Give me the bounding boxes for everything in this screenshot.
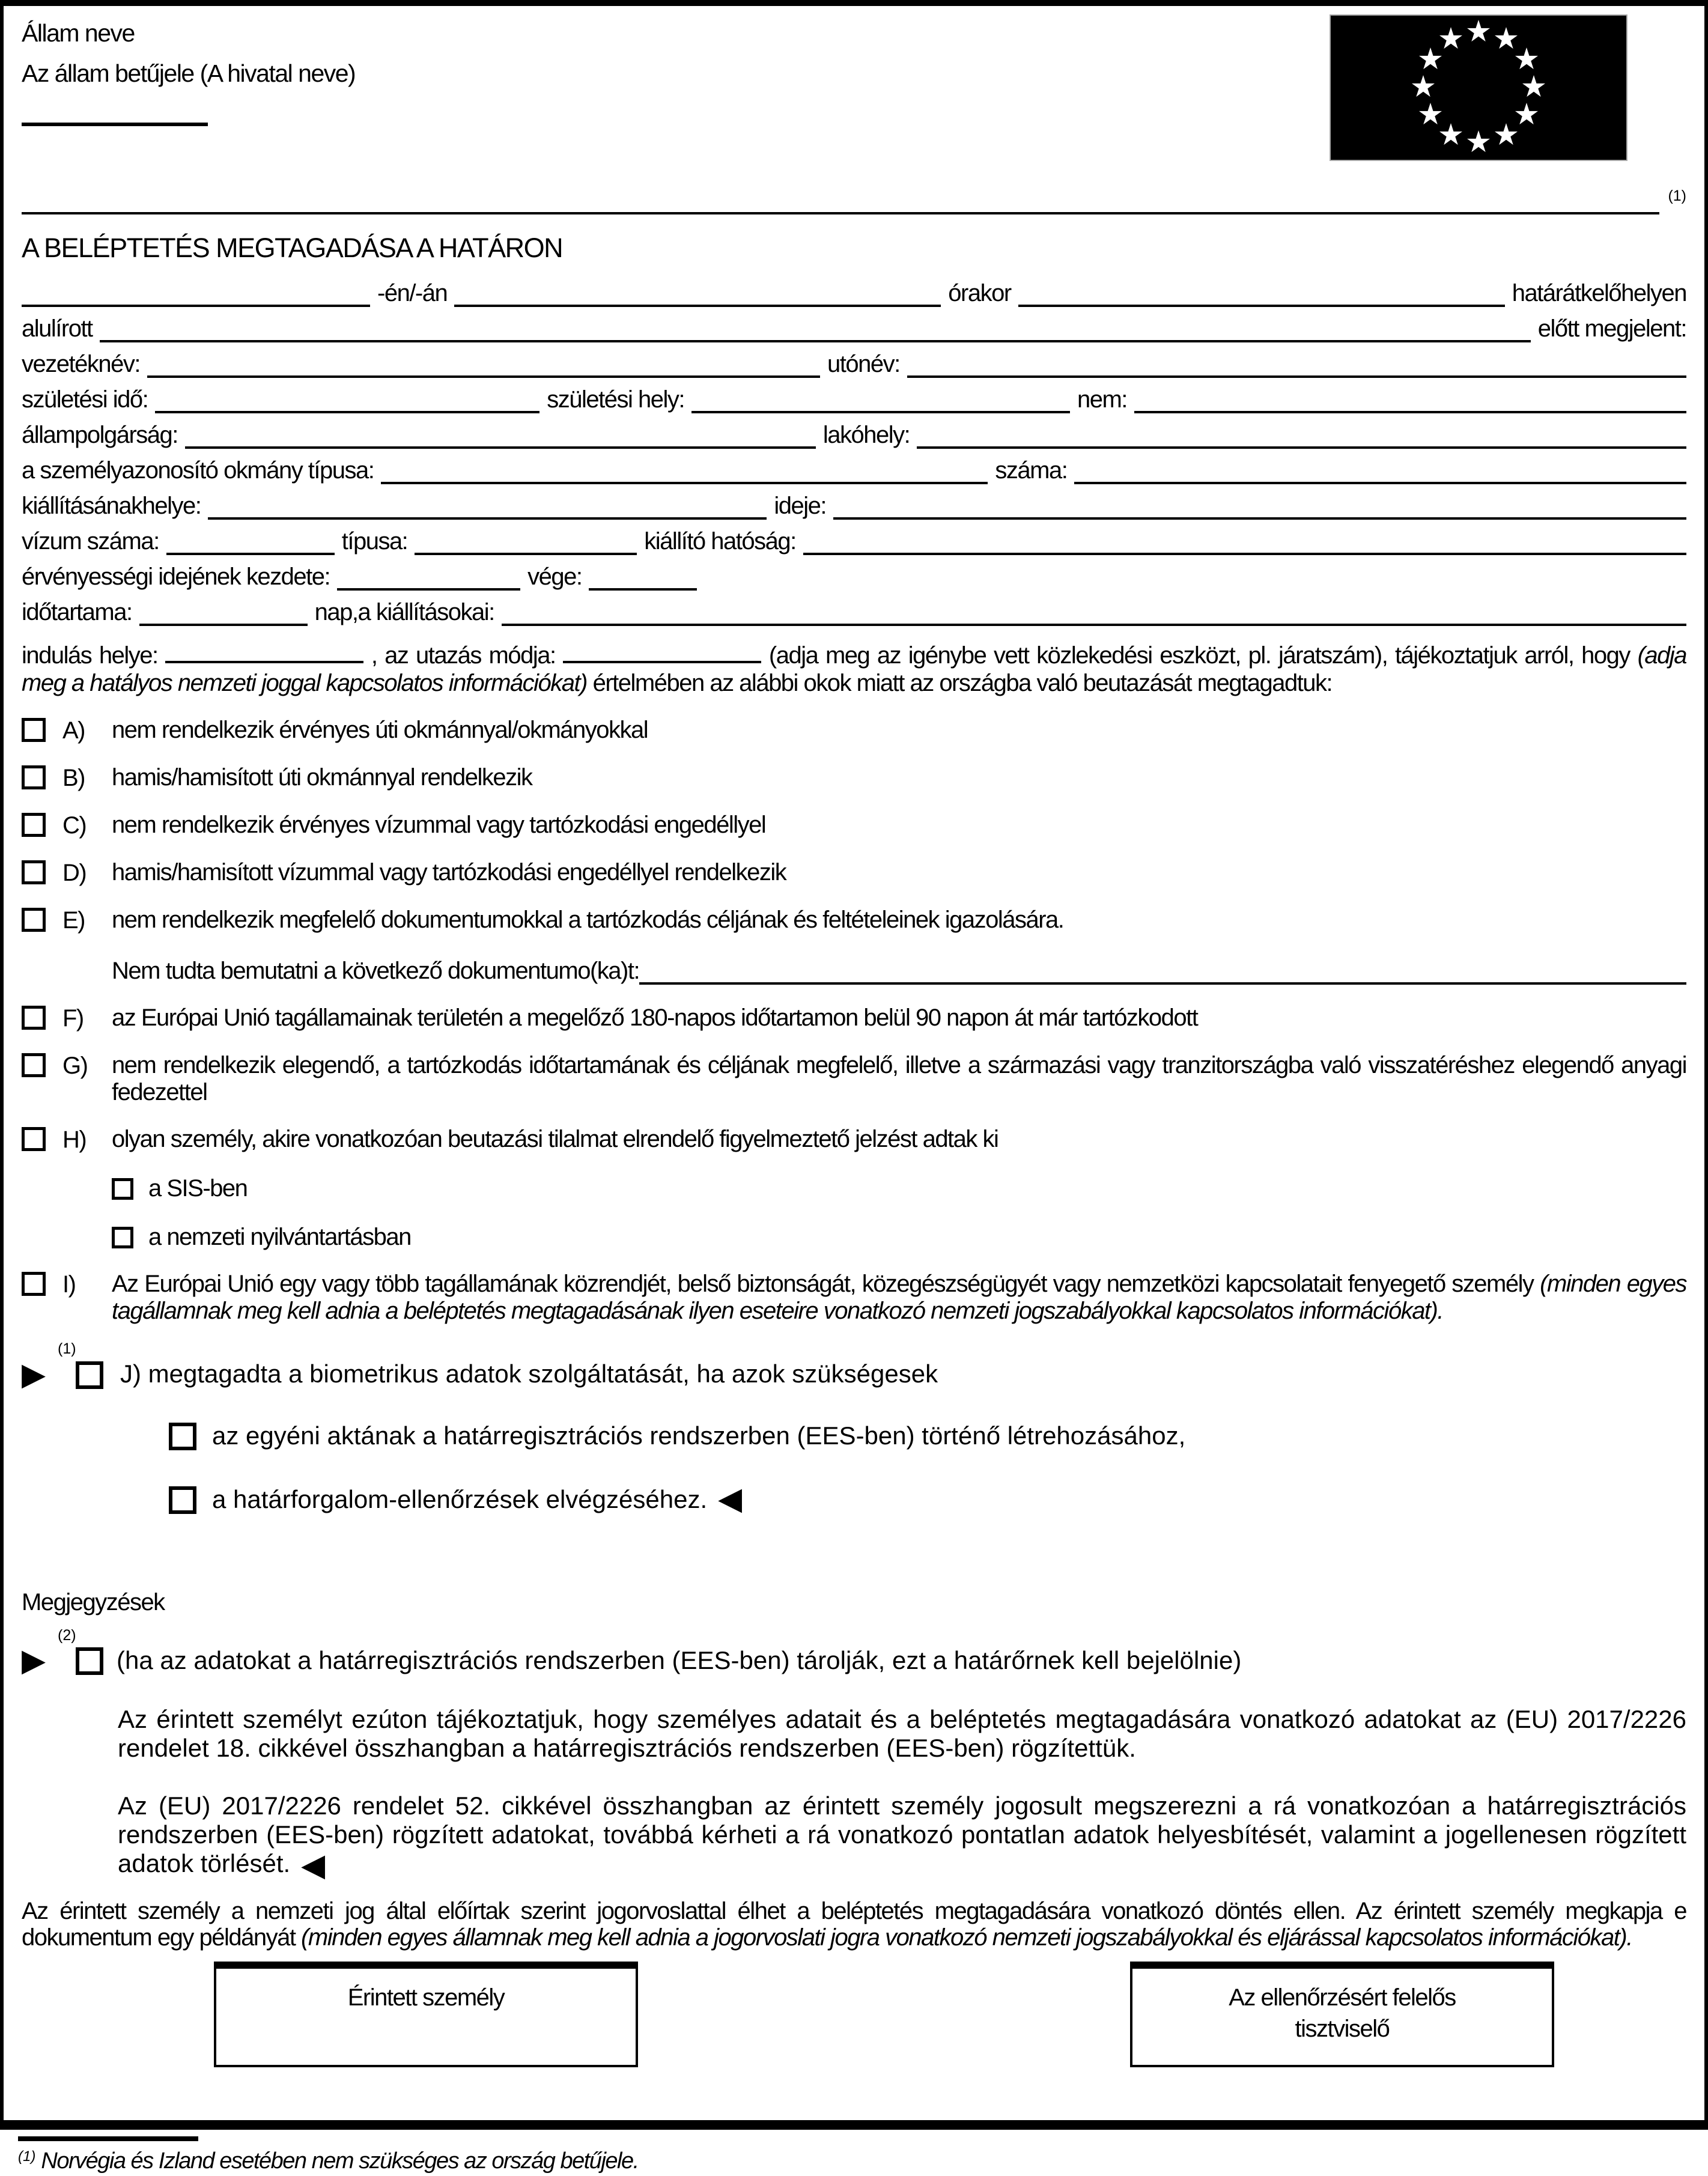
sex-blank[interactable] <box>1134 387 1686 413</box>
visa-number-blank[interactable] <box>166 529 335 555</box>
amendment-end-icon: ◀ <box>301 1847 326 1884</box>
checkbox-reason-c[interactable] <box>22 813 46 837</box>
footnote-text: Norvégia és Izland esetében nem szükséges az ország betűjele. <box>41 2148 639 2174</box>
validity-start-blank[interactable] <box>337 564 520 591</box>
notes-paragraph-2-text: Az (EU) 2017/2226 rendelet 52. cikkével összhangban az érintett személy jogosult megszerezni a rá vonatkozóan a határregisztrációs rendszerben (EES-ben) rögzített adatokat, továbbá kérheti a rá vonatkozó pontatlan adatok helyesbítését, valamint a jogellenesen rögzített adatok törlését. <box>118 1792 1686 1878</box>
surname-label: vezetéknév: <box>22 350 140 377</box>
ees-stored-row <box>22 1643 1686 1679</box>
reason-i-main: Az Európai Unió egy vagy több tagállamának közrendjét, belső biztonságát, közegészségügyét vagy nemzetközi kapcsolatait fenyegető személy <box>112 1270 1540 1297</box>
signature-box-officer[interactable] <box>1130 1962 1554 2067</box>
reason-text: hamis/hamisított vízummal vagy tartózkodási engedéllyel rendelkezik <box>112 859 786 886</box>
alert-national-register-item <box>112 1223 1686 1251</box>
intro-closing: értelmében az alábbi okok miatt az országba való beutazását megtagadtuk: <box>592 669 1333 696</box>
issue-place-label: kiállításánakhelye: <box>22 492 201 519</box>
intro-paragraph <box>22 642 1686 697</box>
reason-item-e <box>22 907 1686 934</box>
reason-letter: G) <box>62 1052 88 1079</box>
checkbox-reason-j[interactable] <box>76 1361 103 1389</box>
checkbox-reason-i[interactable] <box>22 1272 46 1296</box>
footnote-ref: (1) <box>18 2148 36 2165</box>
reason-item-h <box>22 1126 1686 1153</box>
notes-amendment-block <box>22 1626 1686 1884</box>
notes-paragraph-2 <box>118 1792 1686 1884</box>
reason-item-a <box>22 717 1686 744</box>
intro-transport-note: (adja meg az igénybe vett közlekedési eszközt, pl. járatszám), tájékoztatjuk arról, hogy <box>768 642 1638 669</box>
legal-remedy-note: (minden egyes államnak meg kell adnia a jogorvoslati jogra vonatkozó nemzeti jogszabályokkal és eljárással kapcsolatos információkat). <box>301 1924 1632 1951</box>
checkbox-reason-d[interactable] <box>22 860 46 884</box>
row-nationality <box>22 422 1686 449</box>
reason-letter: E) <box>62 907 85 934</box>
reason-item-c <box>22 812 1686 839</box>
alert-sis-item <box>112 1175 1686 1202</box>
eu-flag-icon <box>1330 14 1627 161</box>
reason-item-j <box>22 1356 1686 1393</box>
intro-national-law-note: (adja meg a hatályos nemzeti joggal kapcsolatos információkat) <box>22 642 1687 696</box>
footnote-separator <box>18 2136 198 2141</box>
nationality-label: állampolgárság: <box>22 421 178 448</box>
row-birth <box>22 387 1686 413</box>
row-duration <box>22 600 1686 626</box>
departure-label: indulás helye: <box>22 642 158 669</box>
reason-text <box>112 1271 1686 1325</box>
signature-box-person[interactable] <box>214 1962 638 2067</box>
sis-label: a SIS-ben <box>148 1175 248 1202</box>
reason-i-note: (minden egyes tagállamnak meg kell adnia a beléptetés megtagadásának ilyen eseteire vonatkozó nemzeti jogszabályokkal kapcsolatos információkat). <box>112 1270 1686 1324</box>
travel-mode-blank[interactable] <box>563 644 761 663</box>
header-separator <box>22 187 1686 214</box>
id-doc-number-label: száma: <box>995 457 1068 484</box>
checkbox-reason-a[interactable] <box>22 718 46 742</box>
missing-documents-label: Nem tudta bemutatni a következő dokumentumo(ka)t: <box>112 957 640 984</box>
visa-type-label: típusa: <box>341 527 408 555</box>
birth-date-blank[interactable] <box>155 387 539 413</box>
reason-j-text: J) megtagadta a biometrikus adatok szolgáltatását, ha azok szükségesek <box>120 1360 938 1388</box>
firstname-label: utónév: <box>827 350 900 377</box>
time-blank[interactable] <box>454 281 941 307</box>
surname-blank[interactable] <box>147 351 820 378</box>
checkbox-reason-g[interactable] <box>22 1053 46 1077</box>
national-register-label: a nemzeti nyilvántartásban <box>148 1223 411 1250</box>
row-authority <box>22 316 1686 342</box>
visa-number-label: vízum száma: <box>22 527 159 555</box>
amendment-end-icon: ◀ <box>718 1480 743 1517</box>
row-id-document <box>22 458 1686 484</box>
notes-paragraph-1: Az érintett személyt ezúton tájékoztatjuk, hogy személyes adatait és a beléptetés megtagadására vonatkozó adatokat az (EU) 2017/2226 rendelet 18. cikkével összhangban a határregisztrációs rendszerben (EES-ben) rögzítettük. <box>118 1705 1686 1763</box>
row-date-time-place <box>22 281 1686 307</box>
legal-remedy-paragraph <box>22 1898 1686 1951</box>
reason-text: hamis/hamisított úti okmánnyal rendelkezik <box>112 764 532 791</box>
notes-heading: Megjegyzések <box>22 1588 165 1615</box>
separator-line <box>22 212 1659 214</box>
sex-label: nem: <box>1077 386 1127 413</box>
missing-documents-row <box>112 958 1686 985</box>
signature-box-officer-label: Az ellenőrzésért felelős tisztviselő <box>1229 1984 1456 2043</box>
checkbox-reason-f[interactable] <box>22 1006 46 1030</box>
state-code-label: Az állam betűjele (A hivatal neve) <box>22 59 356 88</box>
checkbox-national-register[interactable] <box>112 1227 133 1248</box>
reason-item-g <box>22 1052 1686 1106</box>
reason-text: nem rendelkezik megfelelő dokumentumokkal a tartózkodás céljának és feltételeinek igazolására. <box>112 906 1064 933</box>
appeared-before-label: előtt megjelent: <box>1537 315 1686 342</box>
checkbox-ees-stored[interactable] <box>76 1647 103 1675</box>
duration-blank[interactable] <box>139 600 308 626</box>
residence-blank[interactable] <box>917 422 1686 449</box>
duration-suffix-label: nap,a kiállításokai: <box>314 598 494 625</box>
reason-letter: F) <box>62 1004 84 1032</box>
crossing-point-blank[interactable] <box>1018 281 1505 307</box>
issue-date-blank[interactable] <box>833 493 1686 520</box>
visa-type-blank[interactable] <box>415 529 637 555</box>
amendment-start-icon: ▶ <box>22 1643 46 1679</box>
checkbox-ees-file[interactable] <box>169 1423 196 1450</box>
checkbox-sis[interactable] <box>112 1178 133 1200</box>
reason-text: nem rendelkezik érvényes vízummal vagy tartózkodási engedéllyel <box>112 811 766 838</box>
firstname-blank[interactable] <box>907 351 1686 378</box>
reason-text: az Európai Unió tagállamainak területén a megelőző 180-napos időtartamon belül 90 napon át már tartózkodott <box>112 1004 1198 1031</box>
row-visa <box>22 529 1686 555</box>
departure-blank[interactable] <box>165 644 363 663</box>
issuing-authority-blank[interactable] <box>803 529 1686 555</box>
birth-date-label: születési idő: <box>22 386 148 413</box>
checkbox-border-checks[interactable] <box>169 1486 196 1514</box>
reason-letter: D) <box>62 859 87 886</box>
ees-file-label: az egyéni aktának a határregisztrációs rendszerben (EES-ben) történő létrehozásához, <box>212 1421 1186 1450</box>
signature-box-person-label: Érintett személy <box>347 1984 505 2011</box>
date-suffix-label: -én/-án <box>377 279 448 306</box>
reason-item-d <box>22 859 1686 887</box>
form-fields <box>22 281 1686 626</box>
reason-letter: H) <box>62 1126 87 1153</box>
reason-item-f <box>22 1004 1686 1032</box>
page-title: A BELÉPTETÉS MEGTAGADÁSA A HATÁRON <box>22 232 563 264</box>
birth-place-blank[interactable] <box>691 387 1070 413</box>
undersigned-label: alulírott <box>22 315 93 342</box>
nationality-blank[interactable] <box>185 422 816 449</box>
footnote-ref-1: (1) <box>1668 187 1686 205</box>
reason-item-i <box>22 1271 1686 1325</box>
id-doc-type-label: a személyazonosító okmány típusa: <box>22 457 374 484</box>
time-suffix-label: órakor <box>948 279 1011 306</box>
footnote-ref-j: (1) <box>58 1340 76 1357</box>
row-issue <box>22 493 1686 520</box>
issuing-authority-label: kiállító hatóság: <box>644 527 796 555</box>
row-validity <box>22 564 1686 591</box>
duration-label: időtartama: <box>22 598 132 625</box>
amendment-start-icon: ▶ <box>22 1356 46 1393</box>
travel-mode-label: , az utazás módja: <box>371 642 556 669</box>
reason-j-block <box>22 1340 1686 1518</box>
reason-text: nem rendelkezik érvényes úti okmánnyal/okmányokkal <box>112 716 648 743</box>
reason-letter: I) <box>62 1271 76 1298</box>
reason-letter: C) <box>62 812 87 839</box>
state-name-label: Állam neve <box>22 19 135 47</box>
ees-stored-label: (ha az adatokat a határregisztrációs rendszerben (EES-ben) tárolják, ezt a határőrnek kell bejelölnie) <box>117 1646 1242 1675</box>
validity-end-blank[interactable] <box>589 564 697 591</box>
reason-text: nem rendelkezik elegendő, a tartózkodás időtartamának és céljának megfelelő, illetve a származási vagy tranzitországba való visszatéréshez elegendő anyagi fedezettel <box>112 1051 1686 1105</box>
validity-end-label: vége: <box>527 563 582 590</box>
reason-letter: A) <box>62 717 85 744</box>
checkbox-reason-h[interactable] <box>22 1127 46 1151</box>
date-blank[interactable] <box>22 281 370 307</box>
reason-item-b <box>22 764 1686 792</box>
legal-remedy-text: Az érintett személy a nemzeti jog által előírtak szerint jogorvoslattal élhet a beléptetés megtagadására vonatkozó döntés ellen. Az érintett személy megkapja e dokumentum egy példányát <box>22 1898 1686 1951</box>
reason-j-sub-border-checks <box>169 1482 1686 1518</box>
reason-text: olyan személy, akire vonatkozóan beutazási tilalmat elrendelő figyelmeztető jelzést adtak ki <box>112 1125 998 1152</box>
footnote-ref-notes: (2) <box>58 1626 76 1644</box>
signature-boxes <box>22 1962 1686 2067</box>
validity-start-label: érvényességi idejének kezdete: <box>22 563 330 590</box>
birth-place-label: születési hely: <box>547 386 684 413</box>
reason-letter: B) <box>62 764 85 791</box>
checkbox-reason-e[interactable] <box>22 908 46 932</box>
reason-j-sub-ees <box>169 1421 1686 1450</box>
issue-place-blank[interactable] <box>208 493 767 520</box>
row-name <box>22 351 1686 378</box>
authority-blank[interactable] <box>100 316 1531 342</box>
residence-label: lakóhely: <box>822 421 910 448</box>
checkbox-reason-b[interactable] <box>22 765 46 789</box>
id-doc-type-blank[interactable] <box>381 458 988 484</box>
id-doc-number-blank[interactable] <box>1074 458 1686 484</box>
issue-date-label: ideje: <box>774 492 826 519</box>
missing-documents-blank[interactable] <box>639 958 1686 985</box>
footnote <box>18 2136 639 2175</box>
state-code-blank[interactable] <box>22 123 208 126</box>
exhibits-blank[interactable] <box>502 600 1686 626</box>
crossing-point-label: határátkelőhelyen <box>1512 279 1687 306</box>
border-checks-label: a határforgalom-ellenőrzések elvégzéséhez. <box>212 1485 708 1513</box>
